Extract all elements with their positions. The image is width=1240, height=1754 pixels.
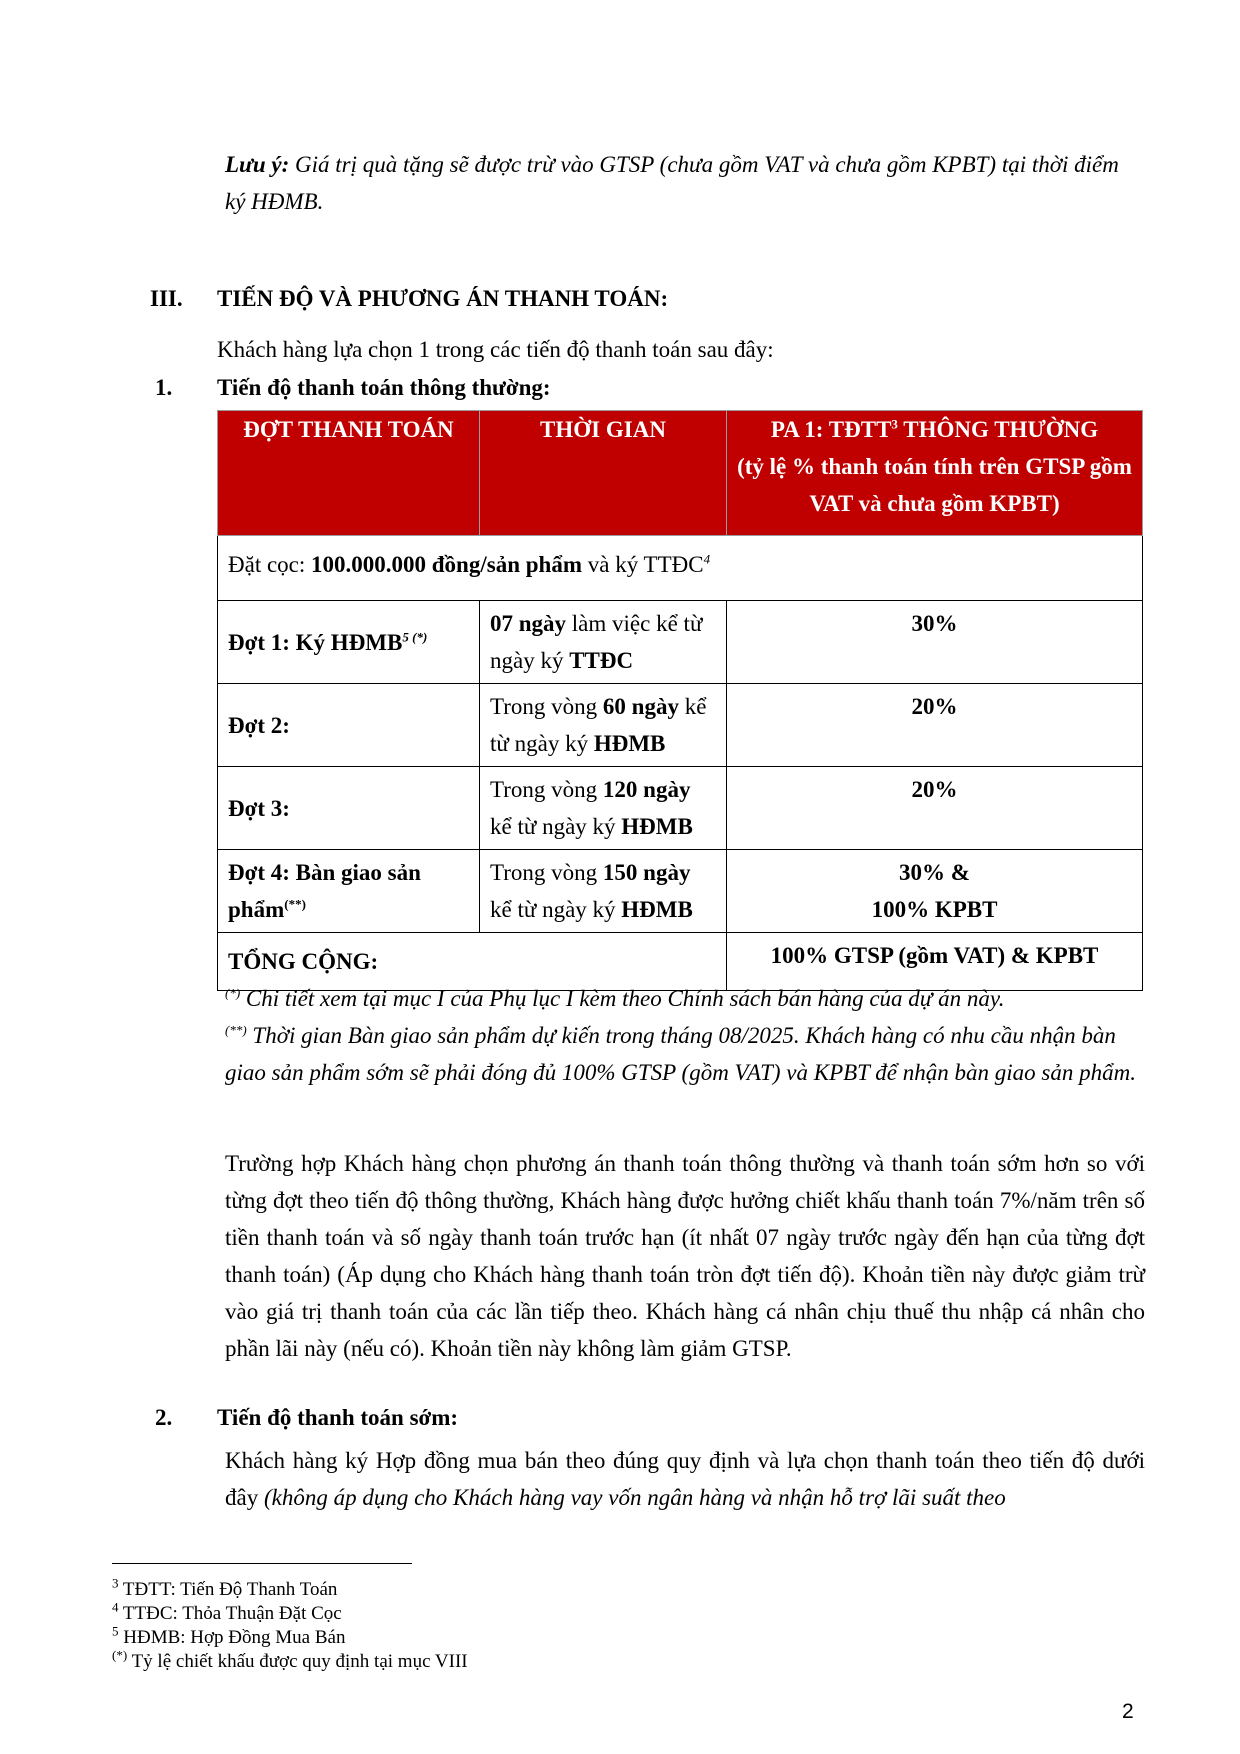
footnote: $^3$ TĐTT: Tiến Độ Thanh Toán — [112, 1575, 338, 1600]
deposit-prefix: Đặt cọc: — [228, 552, 312, 577]
deposit-sup: 4 — [703, 551, 711, 567]
footnote-separator — [112, 1563, 412, 1564]
footnote: (*) Tỷ lệ chiết khấu được quy định tại mục VIII — [112, 1647, 468, 1672]
table-note-2: (**) Thời gian Bàn giao sản phẩm dự kiến trong tháng 08/2025. Khách hàng có nhu cầu nhận bàn giao sản phẩm sớm sẽ phải đóng đủ 100% GTSP (gồm VAT) và KPBT để nhận bàn giao sản phẩm. — [225, 1022, 1136, 1085]
footnote: $^5$ HĐMB: Hợp Đồng Mua Bán — [112, 1623, 346, 1648]
header-plan — [727, 411, 1143, 536]
schedule2-number: 2. — [155, 1405, 173, 1430]
table-row — [218, 684, 1143, 767]
table-row — [218, 767, 1143, 850]
installment-label: Đợt 3: — [218, 767, 480, 850]
note-lead: Lưu ý: — [225, 152, 290, 177]
header-installment: ĐỢT THANH TOÁN — [218, 411, 480, 536]
installment-time: Trong vòng 120 ngày kể từ ngày ký HĐMB — [480, 767, 727, 850]
deposit-suffix: và ký TTĐC — [581, 552, 704, 577]
header-plan-c: (tỷ lệ % thanh toán tính trên GTSP gồm VAT và chưa gồm KPBT) — [737, 454, 1132, 516]
page-number: 2 — [1122, 1700, 1134, 1723]
installment-label: Đợt 4: Bàn giao sản phẩm(**) — [218, 850, 480, 933]
footnotes — [112, 1575, 468, 1674]
schedule2-title: Tiến độ thanh toán sớm: — [217, 1405, 459, 1430]
installment-value: 30% & 100% KPBT — [727, 850, 1143, 933]
header-plan-b: THÔNG THƯỜNG — [897, 417, 1099, 442]
early-payment-paragraph: Trường hợp Khách hàng chọn phương án thanh toán thông thường và thanh toán sớm hơn so với từng đợt theo tiến độ thông thường, Khách hàng được hưởng chiết khấu thanh toán 7%/năm trên số tiền thanh toán và số ngày thanh toán trước hạn (ít nhất 07 ngày trước ngày đến hạn của từng đợt thanh toán) (Áp dụng cho Khách hàng thanh toán tròn đợt tiến độ). Khoản tiền này được giảm trừ vào giá trị thanh toán của các lần tiếp theo. Khách hàng cá nhân chịu thuế thu nhập cá nhân cho phần lãi này (nếu có). Khoản tiền này không làm giảm GTSP. — [225, 1151, 1145, 1361]
deposit-cell — [218, 536, 1143, 601]
header-plan-a: PA 1: TĐTT — [770, 417, 892, 442]
note-text: Giá trị quà tặng sẽ được trừ vào GTSP (chưa gồm VAT và chưa gồm KPBT) tại thời điểm ký HĐMB. — [225, 152, 1119, 214]
table-row — [218, 850, 1143, 933]
deposit-amount: 100.000.000 đồng/sản phẩm — [311, 552, 582, 577]
header-time: THỜI GIAN — [480, 411, 727, 536]
installment-label: Đợt 1: Ký $HĐMB^{5 (*)}$ — [218, 601, 480, 684]
footnote: $^4$ TTĐC: Thỏa Thuận Đặt Cọc — [112, 1599, 342, 1624]
installment-time: Trong vòng 150 ngày kể từ ngày ký HĐMB — [480, 850, 727, 933]
installment-value: 20% — [727, 767, 1143, 850]
section-intro: Khách hàng lựa chọn 1 trong các tiến độ thanh toán sau đây: — [217, 337, 774, 362]
table-notes — [225, 980, 1145, 1091]
table-note-1: (*) Chi tiết xem tại mục I của Phụ lục I kèm theo Chính sách bán hàng của dự án này. — [225, 985, 1005, 1011]
deposit-row — [218, 536, 1143, 601]
gift-note — [225, 146, 1145, 220]
installment-value: 20% — [727, 684, 1143, 767]
section-title: TIẾN ĐỘ VÀ PHƯƠNG ÁN THANH TOÁN: — [217, 286, 669, 311]
installment-time: 07 ngày làm việc kể từ ngày ký TTĐC — [480, 601, 727, 684]
table-header-row — [218, 411, 1143, 536]
installment-value: 30% — [727, 601, 1143, 684]
schedule2-text: Khách hàng ký Hợp đồng mua bán theo đúng quy định và lựa chọn thanh toán theo tiến độ dưới đây (không áp dụng cho Khách hàng vay vốn ngân hàng và nhận hỗ trợ lãi suất theo — [225, 1448, 1145, 1510]
total-value: 100% GTSP (gồm VAT) & KPBT — [727, 933, 1143, 991]
header-plan-sup: 3 — [891, 416, 898, 432]
schedule1-title: Tiến độ thanh toán thông thường: — [217, 375, 551, 400]
schedule1-number: 1. — [155, 375, 173, 400]
table-row — [218, 601, 1143, 684]
total-label: TỔNG CỘNG: — [218, 933, 727, 991]
payment-schedule-table — [217, 410, 1143, 991]
installment-label: Đợt 2: — [218, 684, 480, 767]
installment-time: Trong vòng 60 ngày kể từ ngày ký HĐMB — [480, 684, 727, 767]
section-number: III. — [150, 286, 183, 311]
